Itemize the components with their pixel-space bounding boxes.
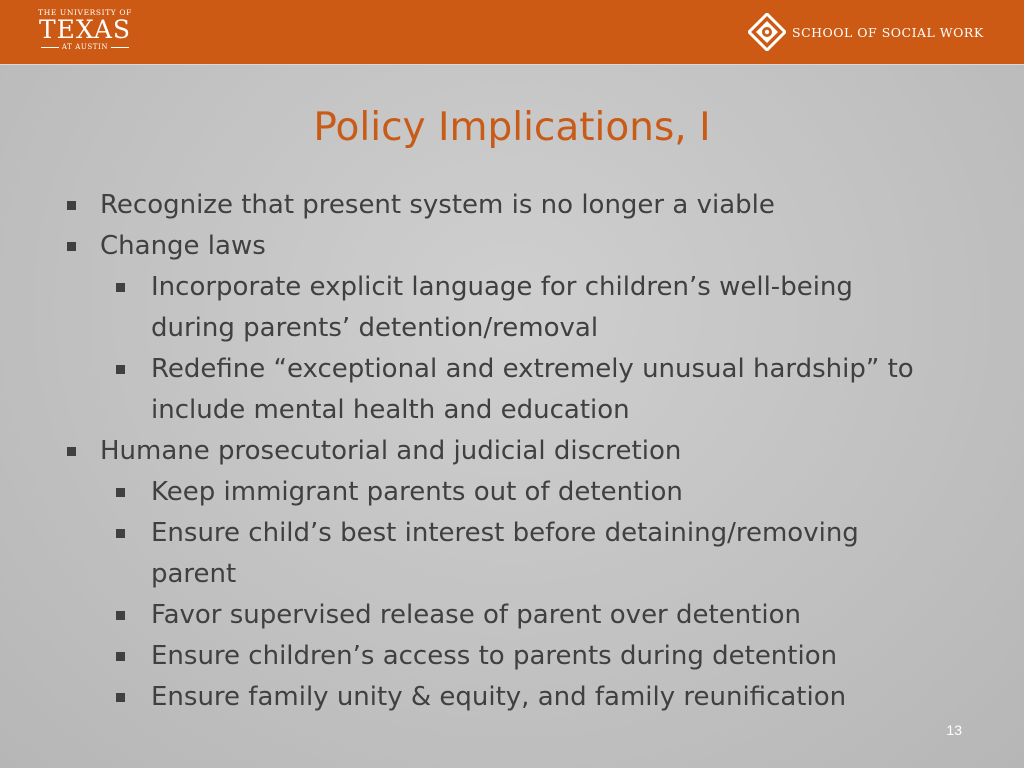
bullet-text: include mental health and education: [151, 395, 630, 425]
bullet-item: [60, 431, 980, 472]
bullet-text: Incorporate explicit language for children’s well-being: [151, 272, 853, 302]
bullet-text: during parents’ detention/removal: [151, 313, 599, 343]
ut-logo-bottom: [30, 43, 140, 52]
square-bullet-icon: [116, 488, 125, 497]
bullet-text: Humane prosecutorial and judicial discretion: [100, 436, 682, 466]
square-bullet-icon: [67, 447, 76, 456]
square-bullet-icon: [116, 529, 125, 538]
school-of-social-work-emblem-icon: [748, 13, 786, 51]
bullet-item: [60, 226, 980, 267]
sub-bullet-item: [60, 554, 980, 595]
square-bullet-icon: [116, 283, 125, 292]
school-name: SCHOOL OF SOCIAL WORK: [792, 24, 984, 40]
bullet-text: Ensure family unity & equity, and family reunification: [151, 682, 847, 712]
sub-bullet-item: [60, 390, 980, 431]
bullet-text: parent: [151, 559, 237, 589]
bullet-item: [60, 185, 980, 226]
square-bullet-icon: [116, 365, 125, 374]
header-bar: [0, 0, 1024, 65]
bullet-text: Recognize that present system is no longer a viable: [100, 190, 775, 220]
bullet-text: Ensure child’s best interest before detaining/removing: [151, 518, 859, 548]
square-bullet-icon: [67, 242, 76, 251]
slide-title: Policy Implications, I: [313, 105, 711, 150]
sub-bullet-item: [60, 349, 980, 390]
ut-austin-logo: [30, 8, 140, 56]
square-bullet-icon: [67, 201, 76, 210]
ut-logo-rule-right: [111, 47, 129, 48]
square-bullet-icon: [116, 652, 125, 661]
sub-bullet-item: [60, 636, 980, 677]
school-logo: [748, 13, 984, 51]
sub-bullet-item: [60, 472, 980, 513]
ut-logo-rule-left: [41, 47, 59, 48]
bullet-text: Redefine “exceptional and extremely unusual hardship” to: [151, 354, 914, 384]
bullet-text: Keep immigrant parents out of detention: [151, 477, 683, 507]
ut-logo-top-text: THE UNIVERSITY OF: [38, 8, 132, 17]
square-bullet-icon: [116, 693, 125, 702]
sub-bullet-item: [60, 595, 980, 636]
page-number: 13: [946, 722, 962, 738]
ut-logo-bottom-text: AT AUSTIN: [61, 43, 109, 51]
square-bullet-icon: [116, 611, 125, 620]
sub-bullet-item: [60, 677, 980, 718]
bullet-text: Favor supervised release of parent over detention: [151, 600, 801, 630]
sub-bullet-item: [60, 267, 980, 308]
bullet-text: Ensure children’s access to parents during detention: [151, 641, 838, 671]
bullet-list: [60, 185, 980, 718]
bullet-text: Change laws: [100, 231, 266, 261]
sub-bullet-item: [60, 308, 980, 349]
sub-bullet-item: [60, 513, 980, 554]
ut-logo-main-text: TEXAS: [38, 15, 131, 44]
